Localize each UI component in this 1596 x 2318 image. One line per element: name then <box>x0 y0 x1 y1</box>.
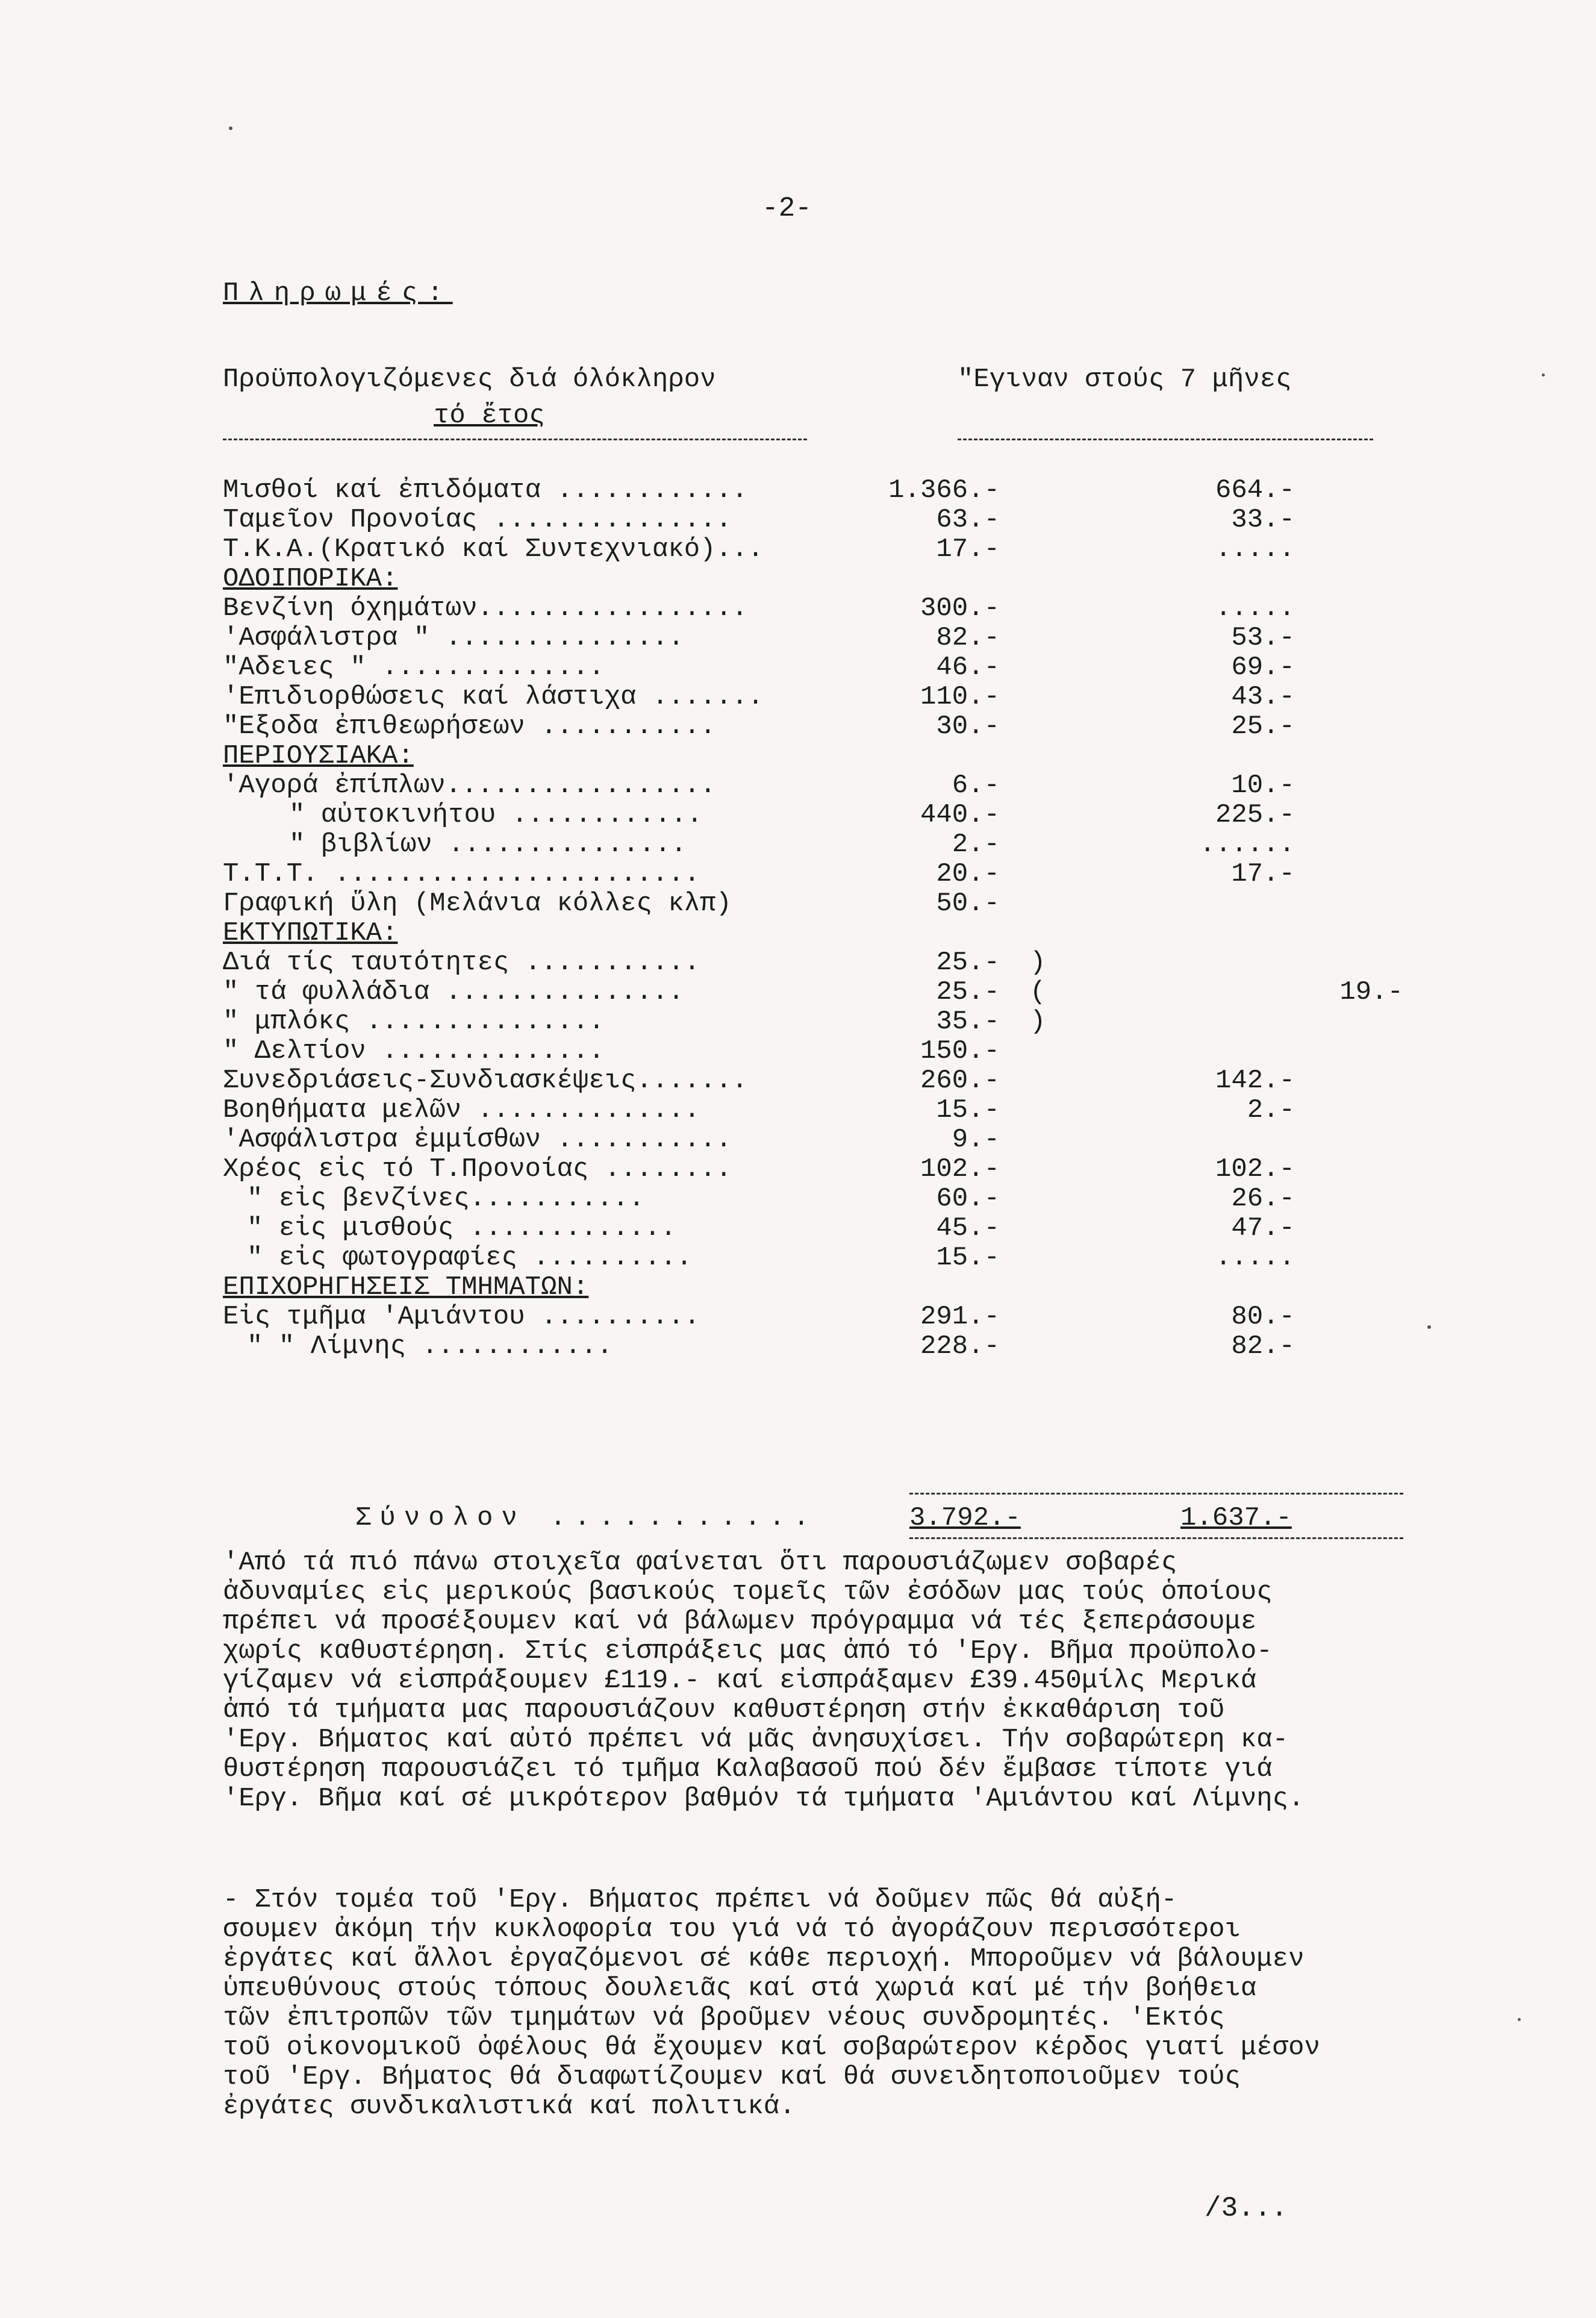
budgeted-amount: 45.- <box>936 1213 1000 1243</box>
row-label: Τ.Κ.Α.(Κρατικό καί Συντεχνιακό)... <box>223 534 764 564</box>
table-row <box>223 978 1403 1007</box>
actual-amount: 142.- <box>1215 1066 1295 1096</box>
table-row <box>223 1096 1403 1125</box>
table-row <box>223 653 1403 683</box>
section-heading-row <box>223 1273 1403 1302</box>
budgeted-amount: 6.- <box>952 770 1000 801</box>
table-row <box>223 1155 1403 1184</box>
row-label: " τά φυλλάδια ............... <box>223 977 684 1007</box>
table-row <box>223 623 1403 653</box>
row-label: "Εξοδα ἐπιθεωρήσεων ........... <box>223 711 716 742</box>
scan-speck <box>1518 2018 1521 2021</box>
scan-speck <box>1542 373 1545 376</box>
table-row <box>223 594 1403 623</box>
table-row <box>223 1066 1403 1096</box>
actual-amount: 80.- <box>1231 1302 1295 1332</box>
paragraph-income-weaknesses <box>223 1548 1488 1814</box>
row-label: " εἰς μισθούς ............. <box>247 1213 676 1243</box>
row-label: Διά τίς ταυτότητες ........... <box>223 948 700 978</box>
actual-amount: ..... <box>1215 1243 1295 1273</box>
budgeted-amount: 1.366.- <box>888 475 1000 505</box>
budgeted-amount: 260.- <box>920 1066 1000 1096</box>
table-row <box>223 889 1403 919</box>
budgeted-amount: 440.- <box>920 800 1000 830</box>
total-label: Σύνολον ........... <box>355 1503 818 1533</box>
text-line: ἀδυναμίες εἰς μερικούς βασικούς τομεῖς τῶν ἐσόδων μας τούς ὁποίους <box>223 1577 1273 1607</box>
text-line: πρέπει νά προσέξουμεν καί νά βάλωμεν πρόγραμμα νά τές ξεπεράσουμε <box>223 1607 1257 1637</box>
actual-amount: 19.- <box>1339 977 1403 1007</box>
budgeted-amount: 300.- <box>920 593 1000 623</box>
header-rule-right <box>958 439 1373 440</box>
text-line: τοῦ οἰκονομικοῦ ὀφέλους θά ἔχουμεν καί σοβαρώτερον κέρδος γιατί μέσον <box>223 2032 1320 2063</box>
text-line: τῶν ἐπιτροπῶν τῶν τμημάτων νά βροῦμεν νέους συνδρομητές. 'Εκτός <box>223 2003 1225 2033</box>
section-heading-row <box>223 919 1403 948</box>
budgeted-amount: 291.- <box>920 1302 1000 1332</box>
budgeted-amount: 35.- <box>936 1007 1000 1037</box>
section-heading: ΠΕΡΙΟΥΣΙΑΚΑ: <box>223 741 414 771</box>
table-row <box>223 801 1403 830</box>
column-header-budgeted-line2: τό ἔτος <box>434 401 545 431</box>
actual-amount: 225.- <box>1215 800 1295 830</box>
text-line: ἐργάτες καί ἄλλοι ἐργαζόμενοι σέ κάθε περιοχή. Μποροῦμεν νά βάλουμεν <box>223 1944 1305 1974</box>
row-label: " αὐτοκινήτου ............ <box>289 800 703 830</box>
row-label: " Δελτίον .............. <box>223 1036 605 1066</box>
budgeted-amount: 2.- <box>952 829 1000 860</box>
row-label: 'Αγορά ἐπίπλων................. <box>223 770 716 801</box>
grouping-brace: ) <box>1030 1007 1046 1037</box>
actual-amount: 47.- <box>1231 1213 1295 1243</box>
actual-amount: 102.- <box>1215 1154 1295 1184</box>
row-label: Βοηθήματα μελῶν .............. <box>223 1095 700 1125</box>
table-row <box>223 948 1403 978</box>
row-label: Μισθοί καί ἐπιδόματα ............ <box>223 475 748 505</box>
section-heading: ΕΚΤΥΠΩΤΙΚΑ: <box>223 918 398 948</box>
row-label: " εἰς φωτογραφίες .......... <box>247 1243 693 1273</box>
actual-amount: 69.- <box>1231 652 1295 683</box>
row-label: " μπλόκς ............... <box>223 1007 605 1037</box>
row-label: 'Ασφάλιστρα " ............... <box>223 623 684 653</box>
row-label: Χρέος εἰς τό Τ.Προνοίας ........ <box>223 1154 732 1184</box>
payments-table <box>223 476 1403 1361</box>
table-row <box>223 712 1403 742</box>
budgeted-amount: 25.- <box>936 977 1000 1007</box>
total-rule-bottom <box>909 1537 1403 1539</box>
text-line: 'Εργ. Βήματος καί αὐτό πρέπει νά μᾶς ἀνησυχίσει. Τήν σοβαρώτερη κα- <box>223 1725 1289 1755</box>
table-row <box>223 1037 1403 1066</box>
budgeted-amount: 15.- <box>936 1243 1000 1273</box>
row-label: Ταμεῖον Προνοίας ............... <box>223 505 732 535</box>
table-row <box>223 1214 1403 1243</box>
header-rule-left <box>223 439 807 440</box>
table-row <box>223 505 1403 535</box>
table-row <box>223 1125 1403 1155</box>
row-label: Εἰς τμῆμα 'Αμιάντου .......... <box>223 1302 700 1332</box>
budgeted-amount: 82.- <box>936 623 1000 653</box>
table-row <box>223 771 1403 801</box>
scan-speck <box>229 127 232 130</box>
text-line: ἐργάτες συνδικαλιστικά καί πολιτικά. <box>223 2092 796 2122</box>
section-heading: ΕΠΙΧΟΡΗΓΗΣΕΙΣ ΤΜΗΜΑΤΩΝ: <box>223 1272 589 1302</box>
section-heading-row <box>223 742 1403 771</box>
table-row <box>223 476 1403 505</box>
total-actual: 1.637.- <box>1180 1503 1292 1533</box>
budgeted-amount: 9.- <box>952 1125 1000 1155</box>
budgeted-amount: 25.- <box>936 948 1000 978</box>
row-label: 'Επιδιορθώσεις καί λάστιχα ....... <box>223 682 764 712</box>
row-label: " " Λίμνης ............ <box>247 1331 613 1361</box>
budgeted-amount: 110.- <box>920 682 1000 712</box>
table-row <box>223 683 1403 712</box>
budgeted-amount: 30.- <box>936 711 1000 742</box>
table-row <box>223 1184 1403 1214</box>
row-label: " βιβλίων ............... <box>289 829 687 860</box>
text-line: χωρίς καθυστέρηση. Στίς εἰσπράξεις μας ἀπό τό 'Εργ. Βῆμα προϋπολο- <box>223 1636 1273 1666</box>
row-label: Γραφική ὕλη (Μελάνια κόλλες κλπ) <box>223 889 732 919</box>
grouping-brace: ( <box>1030 977 1046 1007</box>
row-label: " εἰς βενζίνες........... <box>247 1184 645 1214</box>
row-label: Βενζίνη όχημάτων................. <box>223 593 748 623</box>
text-line: 'Από τά πιό πάνω στοιχεῖα φαίνεται ὅτι παρουσιάζωμεν σοβαρές <box>223 1548 1177 1578</box>
actual-amount: 17.- <box>1231 859 1295 889</box>
budgeted-amount: 63.- <box>936 505 1000 535</box>
text-line: θυστέρηση παρουσιάζει τό τμῆμα Καλαβασοῦ πού δέν ἔμβασε τίποτε γιά <box>223 1754 1273 1784</box>
actual-amount: 2.- <box>1247 1095 1295 1125</box>
section-heading: ΟΔΟΙΠΟΡΙΚΑ: <box>223 564 398 594</box>
actual-amount: 33.- <box>1231 505 1295 535</box>
budgeted-amount: 50.- <box>936 889 1000 919</box>
budgeted-amount: 17.- <box>936 534 1000 564</box>
text-line: ὑπευθύνους στούς τόπους δουλειᾶς καί στά χωριά καί μέ τήν βοήθεια <box>223 1973 1257 2004</box>
table-row <box>223 535 1403 564</box>
column-header-budgeted: Προϋπολογιζόμενες διά όλόκληρον <box>223 364 716 395</box>
actual-amount: 10.- <box>1231 770 1295 801</box>
budgeted-amount: 20.- <box>936 859 1000 889</box>
budgeted-amount: 60.- <box>936 1184 1000 1214</box>
total-rule-top <box>909 1493 1403 1495</box>
scan-speck <box>1427 1325 1431 1329</box>
actual-amount: ...... <box>1199 829 1295 860</box>
grouping-brace: ) <box>1030 948 1046 978</box>
budgeted-amount: 46.- <box>936 652 1000 683</box>
actual-amount: 53.- <box>1231 623 1295 653</box>
actual-amount: ..... <box>1215 593 1295 623</box>
text-line: 'Εργ. Βῆμα καί σέ μικρότερον βαθμόν τά τμήματα 'Αμιάντου καί Λίμνης. <box>223 1784 1305 1814</box>
budgeted-amount: 228.- <box>920 1331 1000 1361</box>
section-heading-row <box>223 564 1403 594</box>
budgeted-amount: 150.- <box>920 1036 1000 1066</box>
table-row <box>223 1332 1403 1361</box>
page-title: Πληρωμές: <box>223 278 453 308</box>
text-line: - Στόν τομέα τοῦ 'Εργ. Βήματος πρέπει νά δοῦμεν πῶς θά αὐξή- <box>223 1885 1177 1915</box>
actual-amount: ..... <box>1215 534 1295 564</box>
table-row <box>223 1007 1403 1037</box>
text-line: τοῦ 'Εργ. Βήματος θά διαφωτίζουμεν καί θά συνειδητοποιοῦμεν τούς <box>223 2062 1241 2092</box>
column-header-actual: "Εγιναν στούς 7 μῆνες <box>958 364 1292 395</box>
table-row <box>223 830 1403 860</box>
row-label: 'Ασφάλιστρα ἐμμίσθων ........... <box>223 1125 732 1155</box>
budgeted-amount: 15.- <box>936 1095 1000 1125</box>
continuation-marker: /3... <box>1205 2193 1288 2224</box>
text-line: σουμεν ἀκόμη τήν κυκλοφορία του γιά νά τό ἀγοράζουν περισσότεροι <box>223 1914 1241 1945</box>
paragraph-newspaper-circulation <box>223 1885 1488 2122</box>
table-row <box>223 1302 1403 1332</box>
page-number: -2- <box>762 193 812 224</box>
text-line: γίζαμεν νά εἰσπράξουμεν £119.- καί εἰσπράξαμεν £39.450μίλς Μερικά <box>223 1666 1257 1696</box>
table-row <box>223 1243 1403 1273</box>
actual-amount: 82.- <box>1231 1331 1295 1361</box>
text-line: ἀπό τά τμήματα μας παρουσιάζουν καθυστέρηση στήν ἐκκαθάριση τοῦ <box>223 1695 1225 1725</box>
row-label: Τ.Τ.Τ. ....................... <box>223 859 700 889</box>
actual-amount: 43.- <box>1231 682 1295 712</box>
row-label: "Αδειες " .............. <box>223 652 605 683</box>
row-label: Συνεδριάσεις-Συνδιασκέψεις....... <box>223 1066 748 1096</box>
budgeted-amount: 102.- <box>920 1154 1000 1184</box>
actual-amount: 25.- <box>1231 711 1295 742</box>
actual-amount: 664.- <box>1215 475 1295 505</box>
table-row <box>223 860 1403 889</box>
total-budgeted: 3.792.- <box>909 1503 1021 1533</box>
actual-amount: 26.- <box>1231 1184 1295 1214</box>
